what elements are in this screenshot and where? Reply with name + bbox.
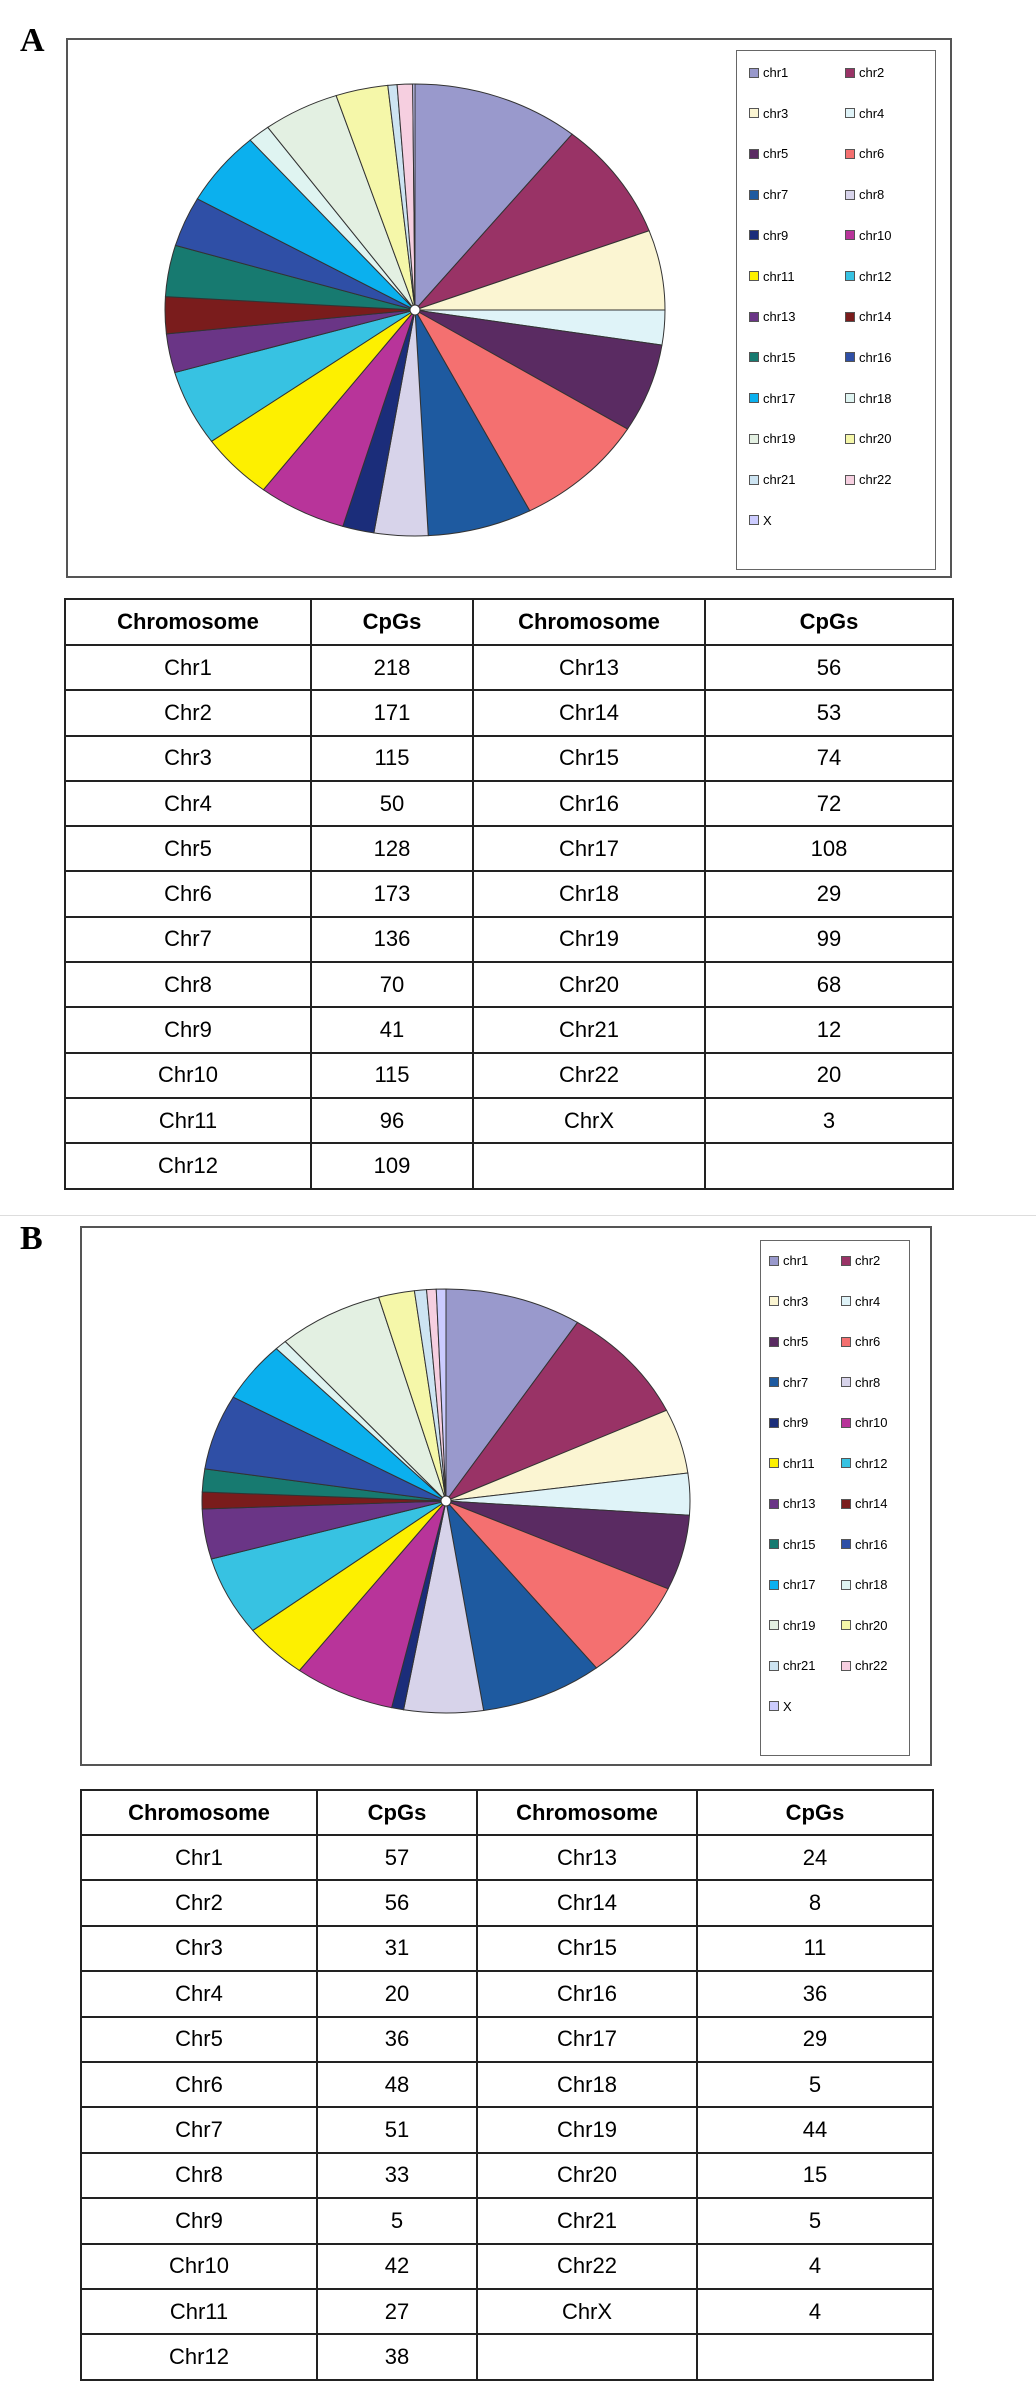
legend-label: chr8	[859, 187, 885, 203]
table-cell: 4	[697, 2244, 933, 2289]
table-cell: 136	[311, 917, 473, 962]
legend-item-chr13	[769, 1496, 816, 1511]
legend-swatch	[769, 1458, 779, 1468]
legend-item-chr21	[769, 1658, 816, 1673]
table-row	[65, 781, 953, 826]
table-row	[81, 2062, 933, 2107]
legend-item-chr2	[845, 65, 884, 80]
legend-item-chr2	[841, 1253, 880, 1268]
table-cell: 20	[705, 1053, 953, 1098]
table-cell: Chr21	[473, 1007, 705, 1052]
legend-item-chr7	[749, 187, 788, 202]
table-cell: Chr9	[81, 2198, 317, 2243]
table-cell: 5	[697, 2062, 933, 2107]
legend-label: chr4	[855, 1293, 881, 1309]
table-cell: 53	[705, 690, 953, 735]
table-row	[65, 690, 953, 735]
legend-swatch	[845, 271, 855, 281]
legend-swatch	[749, 230, 759, 240]
cpg-table-b	[80, 1789, 934, 2381]
table-cell: 115	[311, 1053, 473, 1098]
table-cell: Chr2	[65, 690, 311, 735]
table-row	[81, 1971, 933, 2016]
table-cell: Chr21	[477, 2198, 697, 2243]
legend-label: X	[783, 1698, 792, 1714]
table-cell: 44	[697, 2107, 933, 2152]
legend-item-chr14	[845, 309, 892, 324]
table-cell: Chr1	[81, 1835, 317, 1880]
legend-item-chr1	[769, 1253, 808, 1268]
legend-label: chr12	[855, 1455, 888, 1471]
table-cell: Chr8	[65, 962, 311, 1007]
table-cell: Chr18	[473, 871, 705, 916]
legend-label: chr20	[859, 431, 892, 447]
legend-label: chr19	[783, 1617, 816, 1633]
table-cell: ChrX	[477, 2289, 697, 2334]
legend-label: chr21	[763, 472, 796, 487]
legend-label: chr19	[763, 431, 796, 447]
table-cell: Chr5	[81, 2017, 317, 2062]
table-cell: Chr20	[477, 2153, 697, 2198]
table-cell: 128	[311, 826, 473, 871]
table-cell	[705, 1143, 953, 1188]
legend-label: chr16	[859, 349, 892, 365]
table-cell: 5	[697, 2198, 933, 2243]
legend-swatch	[769, 1539, 779, 1549]
table-cell: 72	[705, 781, 953, 826]
legend-item-chr11	[769, 1456, 815, 1471]
table-cell: 56	[705, 645, 953, 690]
legend-swatch	[749, 312, 759, 322]
legend-label: chr7	[783, 1374, 809, 1390]
table-cell: Chr18	[477, 2062, 697, 2107]
legend-swatch	[769, 1418, 779, 1428]
table-cell: 36	[317, 2017, 477, 2062]
panel-letter-a: A	[20, 22, 45, 59]
table-cell: 115	[311, 736, 473, 781]
table-row	[65, 1007, 953, 1052]
legend-swatch	[769, 1377, 779, 1387]
legend-label: chr20	[855, 1617, 888, 1633]
table-cell: Chr22	[473, 1053, 705, 1098]
legend-label: chr17	[763, 390, 796, 406]
legend-swatch	[841, 1539, 851, 1549]
table-cell: Chr11	[81, 2289, 317, 2334]
table-row	[65, 871, 953, 916]
table-cell: Chr19	[473, 917, 705, 962]
table-cell: Chr11	[65, 1098, 311, 1143]
legend-swatch	[841, 1661, 851, 1671]
legend-swatch	[769, 1499, 779, 1509]
table-cell: Chr14	[477, 1880, 697, 1925]
table-cell: Chr15	[473, 736, 705, 781]
legend-swatch	[769, 1256, 779, 1266]
legend-item-chr5	[769, 1334, 808, 1349]
table-cell: 109	[311, 1143, 473, 1188]
legend-label: chr10	[859, 227, 892, 243]
legend-swatch	[841, 1418, 851, 1428]
legend-label: chr15	[763, 349, 796, 365]
table-cell: Chr7	[81, 2107, 317, 2152]
legend-swatch	[845, 68, 855, 78]
table-cell: Chr14	[473, 690, 705, 735]
legend-swatch	[769, 1620, 779, 1630]
legend-label: chr8	[855, 1374, 881, 1390]
legend-item-chr6	[841, 1334, 880, 1349]
legend-label: chr7	[763, 187, 789, 203]
legend-label: chr18	[855, 1577, 888, 1592]
table-cell: Chr2	[81, 1880, 317, 1925]
legend-item-chr6	[845, 146, 884, 161]
table-header-cell: CpGs	[311, 599, 473, 645]
legend-label: chr6	[859, 146, 885, 162]
table-cell: Chr6	[65, 871, 311, 916]
legend-swatch	[841, 1296, 851, 1306]
table-row	[65, 1053, 953, 1098]
table-cell: Chr13	[477, 1835, 697, 1880]
legend-label: chr1	[783, 1253, 809, 1268]
table-row	[65, 645, 953, 690]
legend-item-chr4	[841, 1294, 880, 1309]
legend-item-chr20	[845, 431, 892, 446]
table-cell: Chr3	[81, 1926, 317, 1971]
legend-item-chr21	[749, 472, 796, 487]
table-cell: 33	[317, 2153, 477, 2198]
legend-item-chr20	[841, 1618, 888, 1633]
table-cell	[477, 2334, 697, 2379]
legend-label: chr11	[783, 1455, 815, 1471]
table-cell: 171	[311, 690, 473, 735]
legend-item-chr12	[841, 1456, 888, 1471]
legend-item-chr11	[749, 269, 795, 284]
table-cell: 48	[317, 2062, 477, 2107]
legend-label: chr22	[855, 1658, 888, 1673]
table-cell: 41	[311, 1007, 473, 1052]
table-cell: Chr4	[81, 1971, 317, 2016]
legend-label: chr12	[859, 268, 892, 284]
table-row	[65, 917, 953, 962]
legend-item-chr9	[769, 1415, 808, 1430]
table-header-row	[65, 599, 953, 645]
pie-legend-a	[736, 50, 936, 570]
table-cell: Chr16	[477, 1971, 697, 2016]
table-cell: 11	[697, 1926, 933, 1971]
legend-label: chr5	[763, 146, 789, 162]
table-row	[81, 2244, 933, 2289]
legend-item-chr15	[769, 1537, 816, 1552]
table-header-cell: Chromosome	[473, 599, 705, 645]
legend-label: chr6	[855, 1334, 881, 1349]
legend-item-chr10	[845, 228, 892, 243]
panel-letter-b: B	[20, 1220, 43, 1257]
table-cell: 29	[705, 871, 953, 916]
legend-swatch	[845, 190, 855, 200]
table-cell: Chr12	[65, 1143, 311, 1188]
legend-item-chr12	[845, 269, 892, 284]
panel-divider	[0, 1215, 1036, 1216]
pie-legend-b	[760, 1240, 910, 1756]
table-row	[65, 1098, 953, 1143]
table-cell: 42	[317, 2244, 477, 2289]
legend-item-chr1	[749, 65, 788, 80]
legend-swatch	[769, 1701, 779, 1711]
legend-swatch	[841, 1256, 851, 1266]
table-cell: 218	[311, 645, 473, 690]
legend-swatch	[841, 1377, 851, 1387]
pie-center-dot	[441, 1496, 451, 1506]
legend-label: chr2	[855, 1253, 881, 1268]
table-cell: Chr10	[65, 1053, 311, 1098]
table-header-cell: Chromosome	[65, 599, 311, 645]
table-row	[81, 1880, 933, 1925]
legend-label: chr18	[859, 390, 892, 406]
table-cell: Chr16	[473, 781, 705, 826]
legend-swatch	[845, 434, 855, 444]
legend-label: chr17	[783, 1577, 816, 1592]
legend-label: chr14	[859, 309, 892, 325]
legend-label: X	[763, 512, 772, 528]
table-cell	[473, 1143, 705, 1188]
legend-item-chr13	[749, 309, 796, 324]
legend-swatch	[769, 1661, 779, 1671]
legend-label: chr21	[783, 1658, 816, 1673]
legend-swatch	[845, 312, 855, 322]
legend-item-chr3	[769, 1294, 808, 1309]
table-cell: Chr3	[65, 736, 311, 781]
legend-swatch	[749, 352, 759, 362]
legend-label: chr3	[763, 105, 789, 121]
table-cell	[697, 2334, 933, 2379]
legend-swatch	[749, 515, 759, 525]
table-row	[81, 2198, 933, 2243]
table-cell: Chr9	[65, 1007, 311, 1052]
legend-label: chr15	[783, 1536, 816, 1552]
table-cell: Chr19	[477, 2107, 697, 2152]
table-cell: ChrX	[473, 1098, 705, 1143]
legend-label: chr9	[763, 227, 789, 243]
table-cell: 27	[317, 2289, 477, 2334]
legend-label: chr13	[783, 1496, 816, 1511]
table-header-row	[81, 1790, 933, 1835]
table-row	[65, 1143, 953, 1188]
table-header-cell: Chromosome	[81, 1790, 317, 1835]
table-row	[81, 2153, 933, 2198]
legend-swatch	[841, 1580, 851, 1590]
legend-swatch	[749, 108, 759, 118]
legend-label: chr3	[783, 1293, 809, 1309]
table-cell: Chr6	[81, 2062, 317, 2107]
table-row	[65, 962, 953, 1007]
legend-item-chr4	[845, 106, 884, 121]
legend-swatch	[845, 108, 855, 118]
table-cell: 12	[705, 1007, 953, 1052]
table-cell: Chr12	[81, 2334, 317, 2379]
cpg-table-a	[64, 598, 954, 1190]
table-cell: 5	[317, 2198, 477, 2243]
legend-swatch	[749, 393, 759, 403]
legend-item-chr17	[749, 391, 796, 406]
table-cell: Chr5	[65, 826, 311, 871]
legend-swatch	[749, 271, 759, 281]
legend-swatch	[841, 1337, 851, 1347]
legend-item-X	[749, 513, 772, 528]
legend-label: chr16	[855, 1536, 888, 1552]
legend-item-chr3	[749, 106, 788, 121]
legend-item-chr19	[769, 1618, 816, 1633]
table-cell: 68	[705, 962, 953, 1007]
table-row	[65, 736, 953, 781]
legend-swatch	[845, 393, 855, 403]
table-header-cell: Chromosome	[477, 1790, 697, 1835]
legend-item-chr22	[841, 1658, 888, 1673]
table-cell: 51	[317, 2107, 477, 2152]
legend-item-chr16	[841, 1537, 888, 1552]
table-cell: Chr13	[473, 645, 705, 690]
legend-item-chr5	[749, 146, 788, 161]
legend-swatch	[845, 475, 855, 485]
legend-swatch	[841, 1458, 851, 1468]
legend-swatch	[845, 230, 855, 240]
legend-label: chr4	[859, 105, 885, 121]
legend-item-chr17	[769, 1577, 816, 1592]
pie-chart-a-frame	[66, 38, 952, 578]
legend-item-chr7	[769, 1375, 808, 1390]
table-cell: Chr4	[65, 781, 311, 826]
legend-label: chr2	[859, 65, 885, 80]
legend-swatch	[769, 1580, 779, 1590]
legend-item-chr10	[841, 1415, 888, 1430]
legend-swatch	[845, 149, 855, 159]
legend-swatch	[749, 68, 759, 78]
legend-label: chr14	[855, 1496, 888, 1511]
legend-item-chr8	[841, 1375, 880, 1390]
legend-swatch	[749, 475, 759, 485]
table-row	[65, 826, 953, 871]
table-header-cell: CpGs	[697, 1790, 933, 1835]
legend-item-chr19	[749, 431, 796, 446]
table-cell: 108	[705, 826, 953, 871]
legend-swatch	[841, 1499, 851, 1509]
legend-swatch	[845, 352, 855, 362]
table-cell: 173	[311, 871, 473, 916]
table-cell: 24	[697, 1835, 933, 1880]
table-cell: 57	[317, 1835, 477, 1880]
table-header-cell: CpGs	[317, 1790, 477, 1835]
table-cell: Chr8	[81, 2153, 317, 2198]
table-cell: Chr22	[477, 2244, 697, 2289]
table-row	[81, 1835, 933, 1880]
table-cell: Chr7	[65, 917, 311, 962]
table-cell: 70	[311, 962, 473, 1007]
pie-chart-b-frame	[80, 1226, 932, 1766]
table-row	[81, 2017, 933, 2062]
legend-label: chr11	[763, 268, 795, 284]
legend-item-chr18	[845, 391, 892, 406]
legend-swatch	[769, 1337, 779, 1347]
table-cell: 20	[317, 1971, 477, 2016]
legend-item-chr9	[749, 228, 788, 243]
table-header-cell: CpGs	[705, 599, 953, 645]
table-cell: 31	[317, 1926, 477, 1971]
legend-swatch	[749, 190, 759, 200]
table-cell: 29	[697, 2017, 933, 2062]
legend-item-chr18	[841, 1577, 888, 1592]
table-cell: 56	[317, 1880, 477, 1925]
table-cell: 99	[705, 917, 953, 962]
table-cell: Chr17	[477, 2017, 697, 2062]
table-cell: Chr17	[473, 826, 705, 871]
table-cell: Chr15	[477, 1926, 697, 1971]
legend-swatch	[769, 1296, 779, 1306]
legend-item-chr16	[845, 350, 892, 365]
legend-item-chr8	[845, 187, 884, 202]
table-cell: 8	[697, 1880, 933, 1925]
legend-label: chr9	[783, 1415, 809, 1430]
legend-swatch	[749, 149, 759, 159]
table-row	[81, 2334, 933, 2379]
legend-swatch	[749, 434, 759, 444]
table-row	[81, 2289, 933, 2334]
table-row	[81, 2107, 933, 2152]
table-cell: 3	[705, 1098, 953, 1143]
legend-label: chr5	[783, 1334, 809, 1349]
table-row	[81, 1926, 933, 1971]
table-cell: 74	[705, 736, 953, 781]
table-cell: Chr1	[65, 645, 311, 690]
legend-label: chr13	[763, 309, 796, 325]
table-cell: 38	[317, 2334, 477, 2379]
legend-item-chr22	[845, 472, 892, 487]
legend-swatch	[841, 1620, 851, 1630]
pie-center-dot	[410, 305, 420, 315]
table-cell: Chr20	[473, 962, 705, 1007]
table-cell: 50	[311, 781, 473, 826]
legend-label: chr1	[763, 65, 789, 80]
table-cell: 36	[697, 1971, 933, 2016]
legend-label: chr10	[855, 1415, 888, 1430]
legend-item-chr14	[841, 1496, 888, 1511]
table-cell: 4	[697, 2289, 933, 2334]
legend-label: chr22	[859, 472, 892, 487]
table-cell: 15	[697, 2153, 933, 2198]
table-cell: Chr10	[81, 2244, 317, 2289]
legend-item-chr15	[749, 350, 796, 365]
legend-item-X	[769, 1699, 792, 1714]
table-cell: 96	[311, 1098, 473, 1143]
